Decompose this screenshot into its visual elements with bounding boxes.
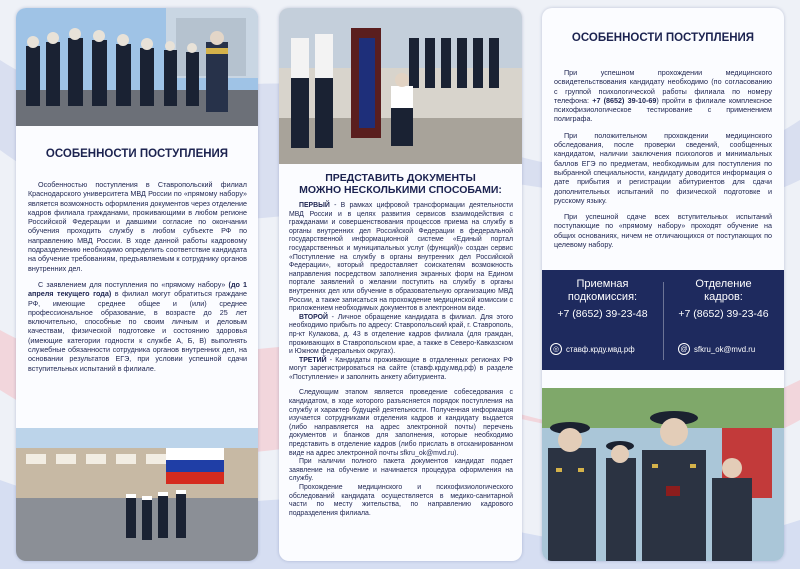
col3-para1-b: ) пройти в филиале комплексное психофизиологическое тестирование с применением полиграфа. — [554, 95, 772, 124]
col3-para3: При успешной сдаче всех вступительных испытаний поступающие по «прямому набору» проходят обучение на общих основаниях, ничем не отличающихся от поступающих по целевому набору. — [554, 212, 772, 250]
officers-photo — [542, 388, 784, 561]
col1-heading: ОСОБЕННОСТИ ПОСТУПЛЕНИЯ — [45, 148, 229, 160]
personnel-phone[interactable]: +7 (8652) 39-23-46 — [678, 308, 769, 320]
col2-second-label: ВТОРОЙ — [299, 313, 328, 321]
admissions-phone[interactable]: +7 (8652) 39-23-48 — [557, 308, 648, 320]
col2-heading — [279, 172, 522, 196]
admissions-title-line1: Приемная — [576, 278, 629, 290]
col3-polygraph-phone[interactable]: +7 (8652) 39-10-69 — [592, 95, 657, 105]
contact-admissions — [542, 270, 663, 320]
personnel-title-line1: Отделение — [695, 278, 752, 290]
personnel-title — [663, 278, 784, 304]
col3-para1-a: При успешном прохождении медицинского освидетельствования кандидату необходимо (по согласованию с группой психологической работы филиала по номеру телефона: — [554, 68, 772, 105]
col2-method-second — [289, 314, 513, 357]
col1-para2-start: С заявлением для поступления по «прямому набору» — [38, 279, 226, 289]
column-left — [16, 8, 258, 561]
col1-deadline: (до 1 апреля текущего года) — [28, 279, 248, 299]
col2-third-label: ТРЕТИЙ — [299, 356, 327, 364]
contacts-panel — [542, 270, 784, 370]
col2-para-full: При наличии полного пакета документов кандидат подает заявление на обучение и начинается процедура оформления на службу. — [289, 458, 513, 483]
site-link[interactable] — [550, 343, 635, 355]
col2-heading-line2: МОЖНО НЕСКОЛЬКИМИ СПОСОБАМИ: — [299, 184, 502, 196]
col2-second-text: - Личное обращение кандидата в филиал. Для этого необходимо прибыть по адресу: Ставропольский край, г. Ставрополь, пр-кт Кулакова, д. 43 в отделение кадров филиала (для граждан, проживающих в Ставропольском крае, а также в Северо-Кавказском и Южном федеральных округах). — [289, 313, 513, 356]
col2-para-next: Следующим этапом является проведение собеседования с кандидатом, в ходе которого разъясняется порядок поступления на службу и характер будущей деятельности. Полученная информация изучается сотрудниками отделения кадров и кандидату выдается (либо направляется на адрес электронной почты) перечень документов и бланков для заполнения, которые необходимо представить в отделение кадров (либо прислать в отсканированном виде на адрес электронной почты sfkru_ok@mvd.ru). — [289, 389, 513, 457]
admissions-title — [542, 278, 663, 304]
personnel-title-line2: кадров: — [704, 291, 743, 303]
cadets-parade-photo — [16, 8, 258, 126]
flag-ceremony-photo — [16, 428, 258, 561]
col2-text — [289, 202, 513, 518]
col1-text — [28, 180, 247, 380]
email-address[interactable]: sfkru_ok@mvd.ru — [694, 344, 756, 354]
col1-para2 — [28, 280, 247, 373]
col2-first-text: - В рамках цифровой трансформации деятельности МВД России и в целях развития сервисов взаимодействия с гражданами и совершенствования процессов приема на службу в органы внутренних дел Российской Федерации в федеральной государственной информационной системе «Единый портал государственных и муниципальных услуг (функций)» создан сервис «Поступление на службу в органы внутренних дел Российской Федерации», который предоставляет соискателям возможность направления посредством заполнения экранных форм на Едином портале заявлений о желании поступить на службу в органы внутренних дел или обучение в образовательную организацию МВД России, а также записаться на прохождение медицинской комиссии с приложением необходимых документов в электронном виде. — [289, 202, 513, 313]
globe-icon: ◎ — [550, 343, 562, 355]
admissions-title-line2: подкомиссия: — [567, 291, 638, 303]
col2-para-med: Прохождение медицинского и психофизиологического обследований кандидата осуществляется в медико-санитарной части по месту жительства, по направлению кадрового подразделения филиала. — [289, 484, 513, 517]
col2-third-text: - Кандидаты проживающие в отдаленных регионах РФ могут зарегистрироваться на сайте (ставф.крду.мвд.рф) в разделе «Поступление» и заполнить анкету абитуриента. — [289, 356, 513, 381]
col3-text — [554, 68, 772, 256]
contact-personnel — [663, 270, 784, 320]
column-middle — [279, 8, 522, 561]
col3-para1 — [554, 68, 772, 124]
col1-para1: Особенностью поступления в Ставропольский филиал Краснодарского университета МВД России по «прямому набору» является возможность оформления документов через отделение кадров филиала гражданами, проживающими в любом регионе Российской Федерации и давшими согласие по окончании обучения проходить службу в любом субъекте РФ по направлению МВД России. В ходе данной работы кадровому подразделению необходимо определить соответствие кандидата на обучение требованиям, предъявляемым к сотруднику органов внутренних дел. — [28, 180, 247, 273]
col3-heading: ОСОБЕННОСТИ ПОСТУПЛЕНИЯ — [571, 32, 755, 44]
col2-heading-line1: ПРЕДСТАВИТЬ ДОКУМЕНТЫ — [325, 172, 476, 184]
col1-para2-rest: в филиал могут обратиться граждане РФ, имеющие среднее общее и (или) среднее профессиональное образование, в возрасте до 25 лет включительно, способные по своим личным и деловым качествам, физической подготовке и состоянию здоровья (имеющие категории годности к службе А, Б, В) выполнять служебные обязанности сотрудника органов внутренних дел, на основании результатов ЕГЭ, при условии успешной сдачи вступительных испытаний в филиале. — [28, 289, 247, 373]
email-icon: @ — [678, 343, 690, 355]
oath-ceremony-photo — [279, 8, 522, 164]
site-url[interactable]: ставф.крду.мвд.рф — [566, 344, 635, 354]
col3-para2: При положительном прохождении медицинского обследования, после проверки сведений, сообщенных кандидатом, наличии заключения психологов и минимальных баллов ЕГЭ по предметам, необходимым для поступления по выбранной специальности, кандидату доводится информация о дате прибытия и регистрации абитуриентов для сдачи дополнительных испытаний по физической подготовке и русскому языку. — [554, 130, 772, 205]
col2-first-label: ПЕРВЫЙ — [299, 202, 330, 209]
email-link[interactable] — [678, 343, 755, 355]
col2-method-third — [289, 357, 513, 383]
col2-method-first — [289, 202, 513, 314]
column-right — [542, 8, 784, 561]
